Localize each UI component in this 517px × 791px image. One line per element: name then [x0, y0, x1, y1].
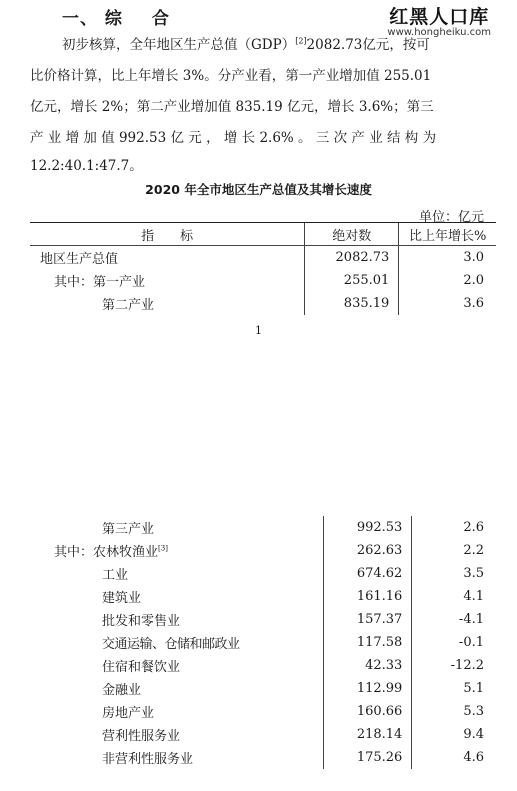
table-header-row — [30, 223, 496, 246]
row-growth: 3.5 — [412, 562, 496, 585]
row-growth: 4.1 — [412, 585, 496, 608]
paragraph-line-2: 比价格计算，比上年增长 3%。分产业看，第一产业增加值 255.01 — [30, 68, 432, 84]
row-growth: 4.6 — [412, 746, 496, 769]
paragraph-line-1-text: 初步核算，全年地区生产总值（GDP） — [62, 37, 296, 53]
row-label: 工业 — [102, 568, 129, 583]
row-label: 非营利性服务业 — [102, 752, 194, 767]
row-value: 218.14 — [323, 723, 412, 746]
section-word-2: 合 — [151, 9, 170, 29]
row-value: 161.16 — [323, 585, 412, 608]
row-value: 992.53 — [323, 516, 412, 539]
row-value: 175.26 — [323, 746, 412, 769]
row-label: 地区生产总值 — [40, 252, 119, 267]
row-growth: 2.6 — [412, 516, 496, 539]
row-label: 第三产业 — [102, 522, 155, 537]
table-row — [30, 608, 496, 631]
paragraph-line-1 — [62, 33, 517, 53]
row-growth: -12.2 — [412, 654, 496, 677]
row-value: 112.99 — [323, 677, 412, 700]
row-value: 42.33 — [323, 654, 412, 677]
row-label: 其中：第一产业 — [54, 275, 146, 290]
paragraph-line-1-text-end: 2082.73亿元，按可 — [306, 37, 430, 53]
section-number: 一、 — [62, 9, 98, 29]
table-row — [30, 654, 496, 677]
row-label: 建筑业 — [102, 591, 142, 606]
header-absolute: 绝对数 — [305, 223, 399, 246]
header-indicator: 指 标 — [30, 223, 305, 246]
table-row — [30, 631, 496, 654]
row-growth: -0.1 — [412, 631, 496, 654]
table-unit: 单位：亿元 — [418, 210, 484, 225]
row-label: 第二产业 — [102, 298, 155, 313]
row-growth: 3.6 — [399, 292, 496, 315]
row-value: 160.66 — [323, 700, 412, 723]
paragraph-line-4: 产 业 增 加 值 992.53 亿 元 ， 增 长 2.6% 。 三 次 产 业 结 构 为 — [30, 130, 437, 146]
row-value: 674.62 — [323, 562, 412, 585]
page-number: 1 — [255, 324, 262, 337]
row-value: 117.58 — [323, 631, 412, 654]
paragraph-line-3: 亿元，增长 2%；第二产业增加值 835.19 亿元，增长 3.6%；第三 — [30, 99, 434, 115]
row-label: 金融业 — [102, 683, 142, 698]
row-label — [30, 539, 323, 562]
row-growth: 9.4 — [412, 723, 496, 746]
row-label-text: 其中：农林牧渔业 — [54, 545, 159, 560]
row-growth: 5.3 — [412, 700, 496, 723]
row-value: 262.63 — [323, 539, 412, 562]
paragraph-line-5: 12.2:40.1:47.7。 — [30, 158, 143, 174]
row-value: 2082.73 — [305, 246, 399, 270]
table-title: 2020 年全市地区生产总值及其增长速度 — [145, 182, 372, 197]
table-row — [30, 700, 496, 723]
table-row — [30, 539, 496, 562]
row-growth: 5.1 — [412, 677, 496, 700]
table-row — [30, 723, 496, 746]
row-label: 营利性服务业 — [102, 729, 181, 744]
row-value: 835.19 — [305, 292, 399, 315]
row-growth: 2.0 — [399, 269, 496, 292]
table-row — [30, 516, 496, 539]
row-value: 255.01 — [305, 269, 399, 292]
section-word-1: 综 — [104, 9, 123, 29]
table-row — [30, 269, 496, 292]
table-row — [30, 246, 496, 270]
table-row — [30, 746, 496, 769]
gdp-table-page-2 — [30, 516, 496, 769]
table-row — [30, 585, 496, 608]
watermark-name: 红黑人口库 — [389, 6, 490, 28]
row-value: 157.37 — [323, 608, 412, 631]
table-row — [30, 677, 496, 700]
row-label: 批发和零售业 — [102, 614, 181, 629]
row-growth: 3.0 — [399, 246, 496, 270]
footnote-ref-2: [2] — [295, 36, 307, 46]
watermark-url: www.hongheiku.com — [387, 27, 491, 38]
table-row — [30, 562, 496, 585]
header-growth: 比上年增长% — [399, 223, 496, 246]
gdp-table-page-1 — [30, 222, 496, 315]
row-label: 住宿和餐饮业 — [102, 660, 181, 675]
row-label: 房地产业 — [102, 706, 155, 721]
footnote-ref-3: [3] — [158, 544, 168, 553]
table-row — [30, 292, 496, 315]
row-label: 交通运输、仓储和邮政业 — [102, 637, 240, 652]
row-growth: 2.2 — [412, 539, 496, 562]
row-growth: -4.1 — [412, 608, 496, 631]
section-heading — [62, 4, 170, 29]
